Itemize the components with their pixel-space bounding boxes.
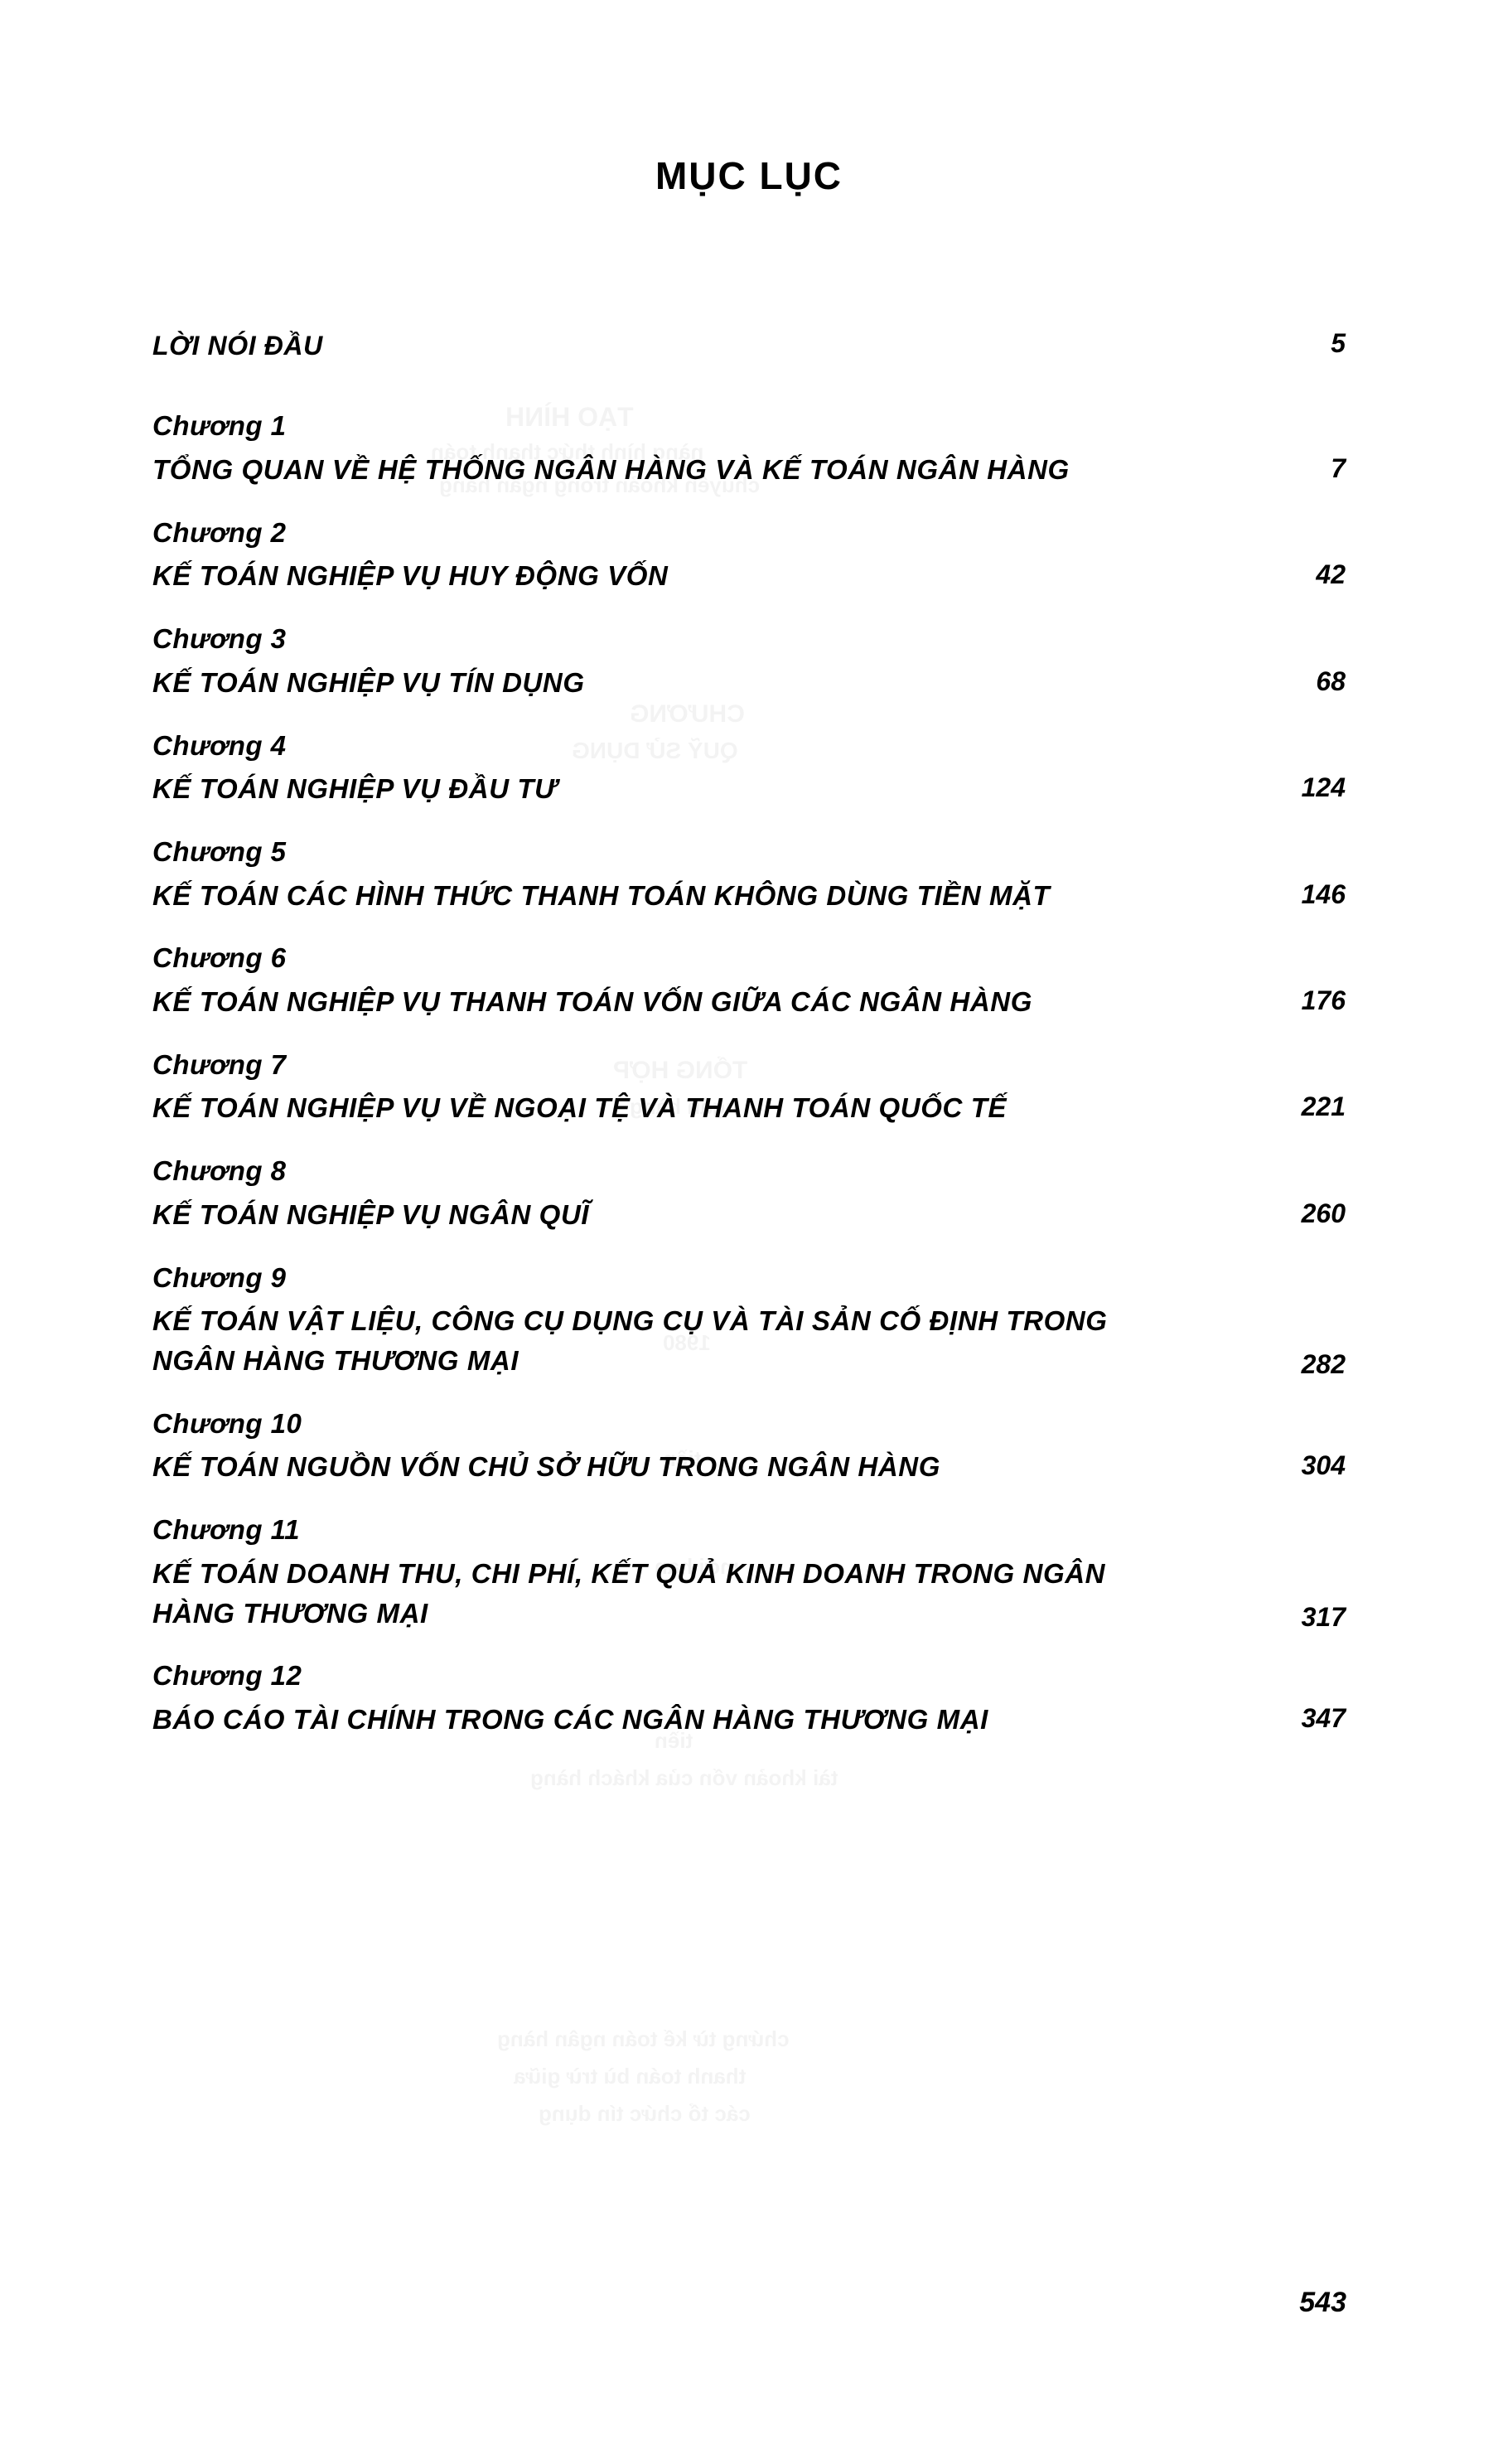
toc-entry-chapter: Chương 5	[152, 835, 287, 867]
toc-entry-chapter: Chương 4	[152, 729, 287, 761]
toc-entry-chapter: Chương 9	[152, 1261, 287, 1293]
toc-entry[interactable]	[152, 1406, 1346, 1487]
toc-entry-page: 221	[1301, 1092, 1346, 1122]
toc-entry-title: KẾ TOÁN VẬT LIỆU, CÔNG CỤ DỤNG CỤ VÀ TÀI SẢN CỐ ĐỊNH TRONG NGÂN HÀNG THƯƠNG MẠI	[152, 1305, 1108, 1376]
toc-entry-title: KẾ TOÁN NGUỒN VỐN CHỦ SỞ HỮU TRONG NGÂN HÀNG	[152, 1451, 940, 1483]
showthrough-text	[514, 2064, 746, 2089]
toc-entry[interactable]	[152, 408, 1346, 489]
toc-entry-title: KẾ TOÁN DOANH THU, CHI PHÍ, KẾT QUẢ KINH DOANH TRONG NGÂN HÀNG THƯƠNG MẠI	[152, 1557, 1106, 1629]
toc-entry[interactable]	[152, 728, 1346, 809]
toc-entry-chapter: Chương 8	[152, 1155, 287, 1187]
toc-entry-title: KẾ TOÁN CÁC HÌNH THỨC THANH TOÁN KHÔNG DÙNG TIỀN MẶT	[152, 879, 1051, 911]
toc-entry-page: 260	[1301, 1198, 1346, 1228]
toc-entry-chapter: Chương 7	[152, 1048, 287, 1080]
toc-entry[interactable]	[152, 1047, 1346, 1128]
toc-entry[interactable]	[152, 621, 1346, 702]
page-title: MỤC LỤC	[655, 154, 843, 197]
toc-entry-title: KẾ TOÁN NGHIỆP VỤ ĐẦU TƯ	[152, 773, 558, 805]
toc-entry-page: 304	[1301, 1450, 1346, 1481]
toc-entry-page: 124	[1301, 772, 1346, 803]
toc-entry-page: 176	[1301, 985, 1346, 1015]
showthrough-text	[530, 1765, 838, 1791]
showthrough-text	[539, 2101, 751, 2127]
toc-entry-chapter: Chương 12	[152, 1660, 302, 1692]
final-page-number: 543	[1299, 2287, 1346, 2318]
toc-entry-chapter: Chương 2	[152, 516, 287, 548]
toc-entry-page: 42	[1316, 559, 1346, 590]
toc-entry[interactable]	[152, 1658, 1346, 1739]
toc-entry-chapter: Chương 1	[152, 410, 287, 442]
toc-entry-chapter: Chương 11	[152, 1514, 300, 1546]
toc-entry-title: KẾ TOÁN NGHIỆP VỤ HUY ĐỘNG VỐN	[152, 560, 669, 592]
toc-entry-title: KẾ TOÁN NGHIỆP VỤ THANH TOÁN VỐN GIỮA CÁC NGÂN HÀNG	[152, 985, 1032, 1017]
toc-entry[interactable]	[152, 1512, 1346, 1633]
toc-entry-page: 146	[1301, 879, 1346, 909]
toc-entry-chapter: Chương 10	[152, 1407, 302, 1439]
toc-entry[interactable]	[152, 834, 1346, 915]
toc-entry-page: 5	[1331, 328, 1346, 358]
toc-entry-page: 347	[1301, 1702, 1346, 1733]
toc-entry-page: 317	[1301, 1601, 1346, 1632]
toc-entry[interactable]	[152, 940, 1346, 1021]
toc-entry-title: KẾ TOÁN NGHIỆP VỤ VỀ NGOẠI TỆ VÀ THANH TOÁN QUỐC TẾ	[152, 1092, 1008, 1124]
toc-entry-title: KẾ TOÁN NGHIỆP VỤ TÍN DỤNG	[152, 666, 585, 698]
toc-entry-title: LỜI NÓI ĐẦU	[152, 331, 323, 361]
toc-entry-page: 282	[1301, 1349, 1346, 1380]
toc-list	[152, 198, 1346, 1740]
toc-entry-title: KẾ TOÁN NGHIỆP VỤ NGÂN QUĨ	[152, 1198, 590, 1230]
toc-entry[interactable]	[152, 1153, 1346, 1234]
toc-entry-page: 7	[1331, 453, 1346, 483]
toc-entry-chapter: Chương 3	[152, 623, 287, 655]
toc-entry[interactable]	[152, 327, 1346, 365]
toc-entry-title: BÁO CÁO TÀI CHÍNH TRONG CÁC NGÂN HÀNG THƯƠNG MẠI	[152, 1703, 988, 1735]
showthrough-text	[497, 2026, 790, 2052]
toc-entry[interactable]	[152, 515, 1346, 596]
toc-entry-page: 68	[1316, 666, 1346, 696]
toc-entry-title: TỔNG QUAN VỀ HỆ THỐNG NGÂN HÀNG VÀ KẾ TOÁN NGÂN HÀNG	[152, 453, 1070, 485]
toc-entry-chapter: Chương 6	[152, 942, 287, 974]
toc-entry[interactable]	[152, 1260, 1346, 1381]
toc-page	[0, 153, 1498, 2464]
